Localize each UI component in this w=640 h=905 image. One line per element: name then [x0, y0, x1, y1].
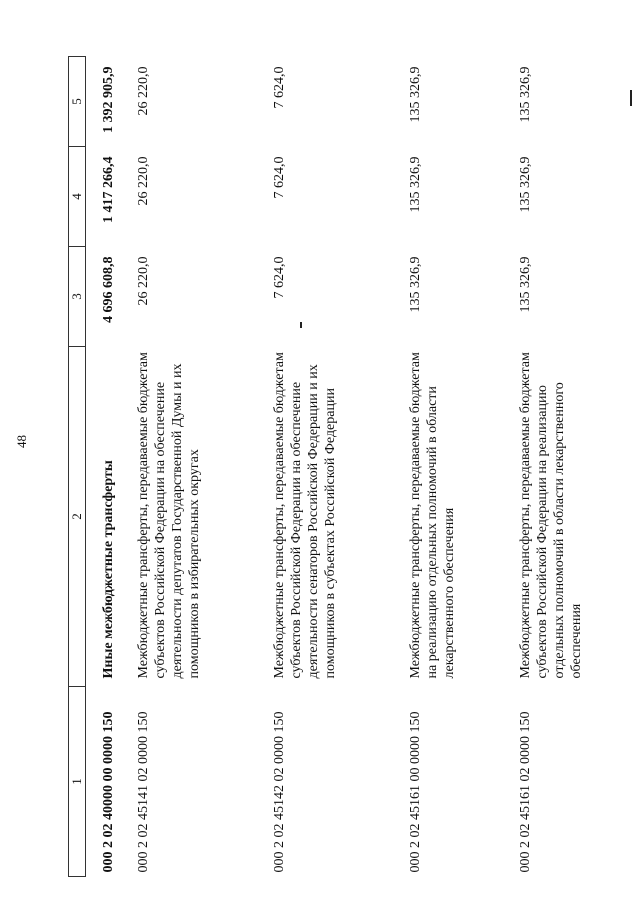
row-value-3: 4 696 608,8: [101, 256, 116, 323]
row-value-5: 26 220,0: [136, 66, 151, 116]
rotated-table-container: [68, 57, 584, 877]
column-header: 4: [69, 147, 86, 247]
row-value-4: 1 417 266,4: [101, 156, 116, 223]
column-header: 2: [69, 347, 86, 687]
row-name: Иные межбюджетные трансферты: [101, 460, 116, 679]
row-value-4: 135 326,9: [408, 156, 423, 213]
row-value-5: 7 624,0: [272, 66, 287, 109]
column-header: 3: [69, 247, 86, 347]
scan-mark: [630, 90, 632, 106]
table-row: [86, 57, 130, 877]
row-value-3: 26 220,0: [136, 256, 151, 306]
column-header: 1: [69, 687, 86, 877]
table-header-row: [69, 57, 86, 877]
column-header: 5: [69, 57, 86, 147]
row-code: 000 2 02 45141 02 0000 150: [136, 711, 151, 873]
row-code: 000 2 02 40000 00 0000 150: [101, 711, 116, 873]
page-number: 48: [14, 435, 29, 448]
row-name: Межбюджетные трансферты, передаваемые бюджетам субъектов Российской Федерации на реализацию отдельных полномочий в области лекарственного обеспечения: [518, 352, 584, 679]
budget-transfers-table: [68, 56, 597, 877]
row-value-5: 135 326,9: [408, 66, 423, 123]
row-value-5: 135 326,9: [518, 66, 533, 123]
row-value-4: 26 220,0: [136, 156, 151, 206]
row-code: 000 2 02 45161 00 0000 150: [408, 711, 423, 873]
table-row: [129, 57, 265, 877]
row-value-3: 135 326,9: [408, 256, 423, 313]
row-name: Межбюджетные трансферты, передаваемые бюджетам на реализацию отдельных полномочий в области лекарственного обеспечения: [408, 352, 457, 679]
row-value-4: 7 624,0: [272, 156, 287, 199]
row-value-4: 135 326,9: [518, 156, 533, 213]
table-row: [511, 57, 597, 877]
row-value-5: 1 392 905,9: [101, 66, 116, 133]
table-row: [401, 57, 511, 877]
row-value-3: 7 624,0: [272, 256, 287, 299]
table-row: [265, 57, 401, 877]
row-name: Межбюджетные трансферты, передаваемые бюджетам субъектов Российской Федерации на обеспечение деятельности сенаторов Российской Федерации и их помощников в субъектах Российской Федерации: [272, 352, 338, 679]
row-code: 000 2 02 45161 02 0000 150: [518, 711, 533, 873]
row-code: 000 2 02 45142 02 0000 150: [272, 711, 287, 873]
row-value-3: 135 326,9: [518, 256, 533, 313]
row-name: Межбюджетные трансферты, передаваемые бюджетам субъектов Российской Федерации на обеспечение деятельности депутатов Государственной Думы и их помощников в избирательных округах: [136, 352, 202, 679]
